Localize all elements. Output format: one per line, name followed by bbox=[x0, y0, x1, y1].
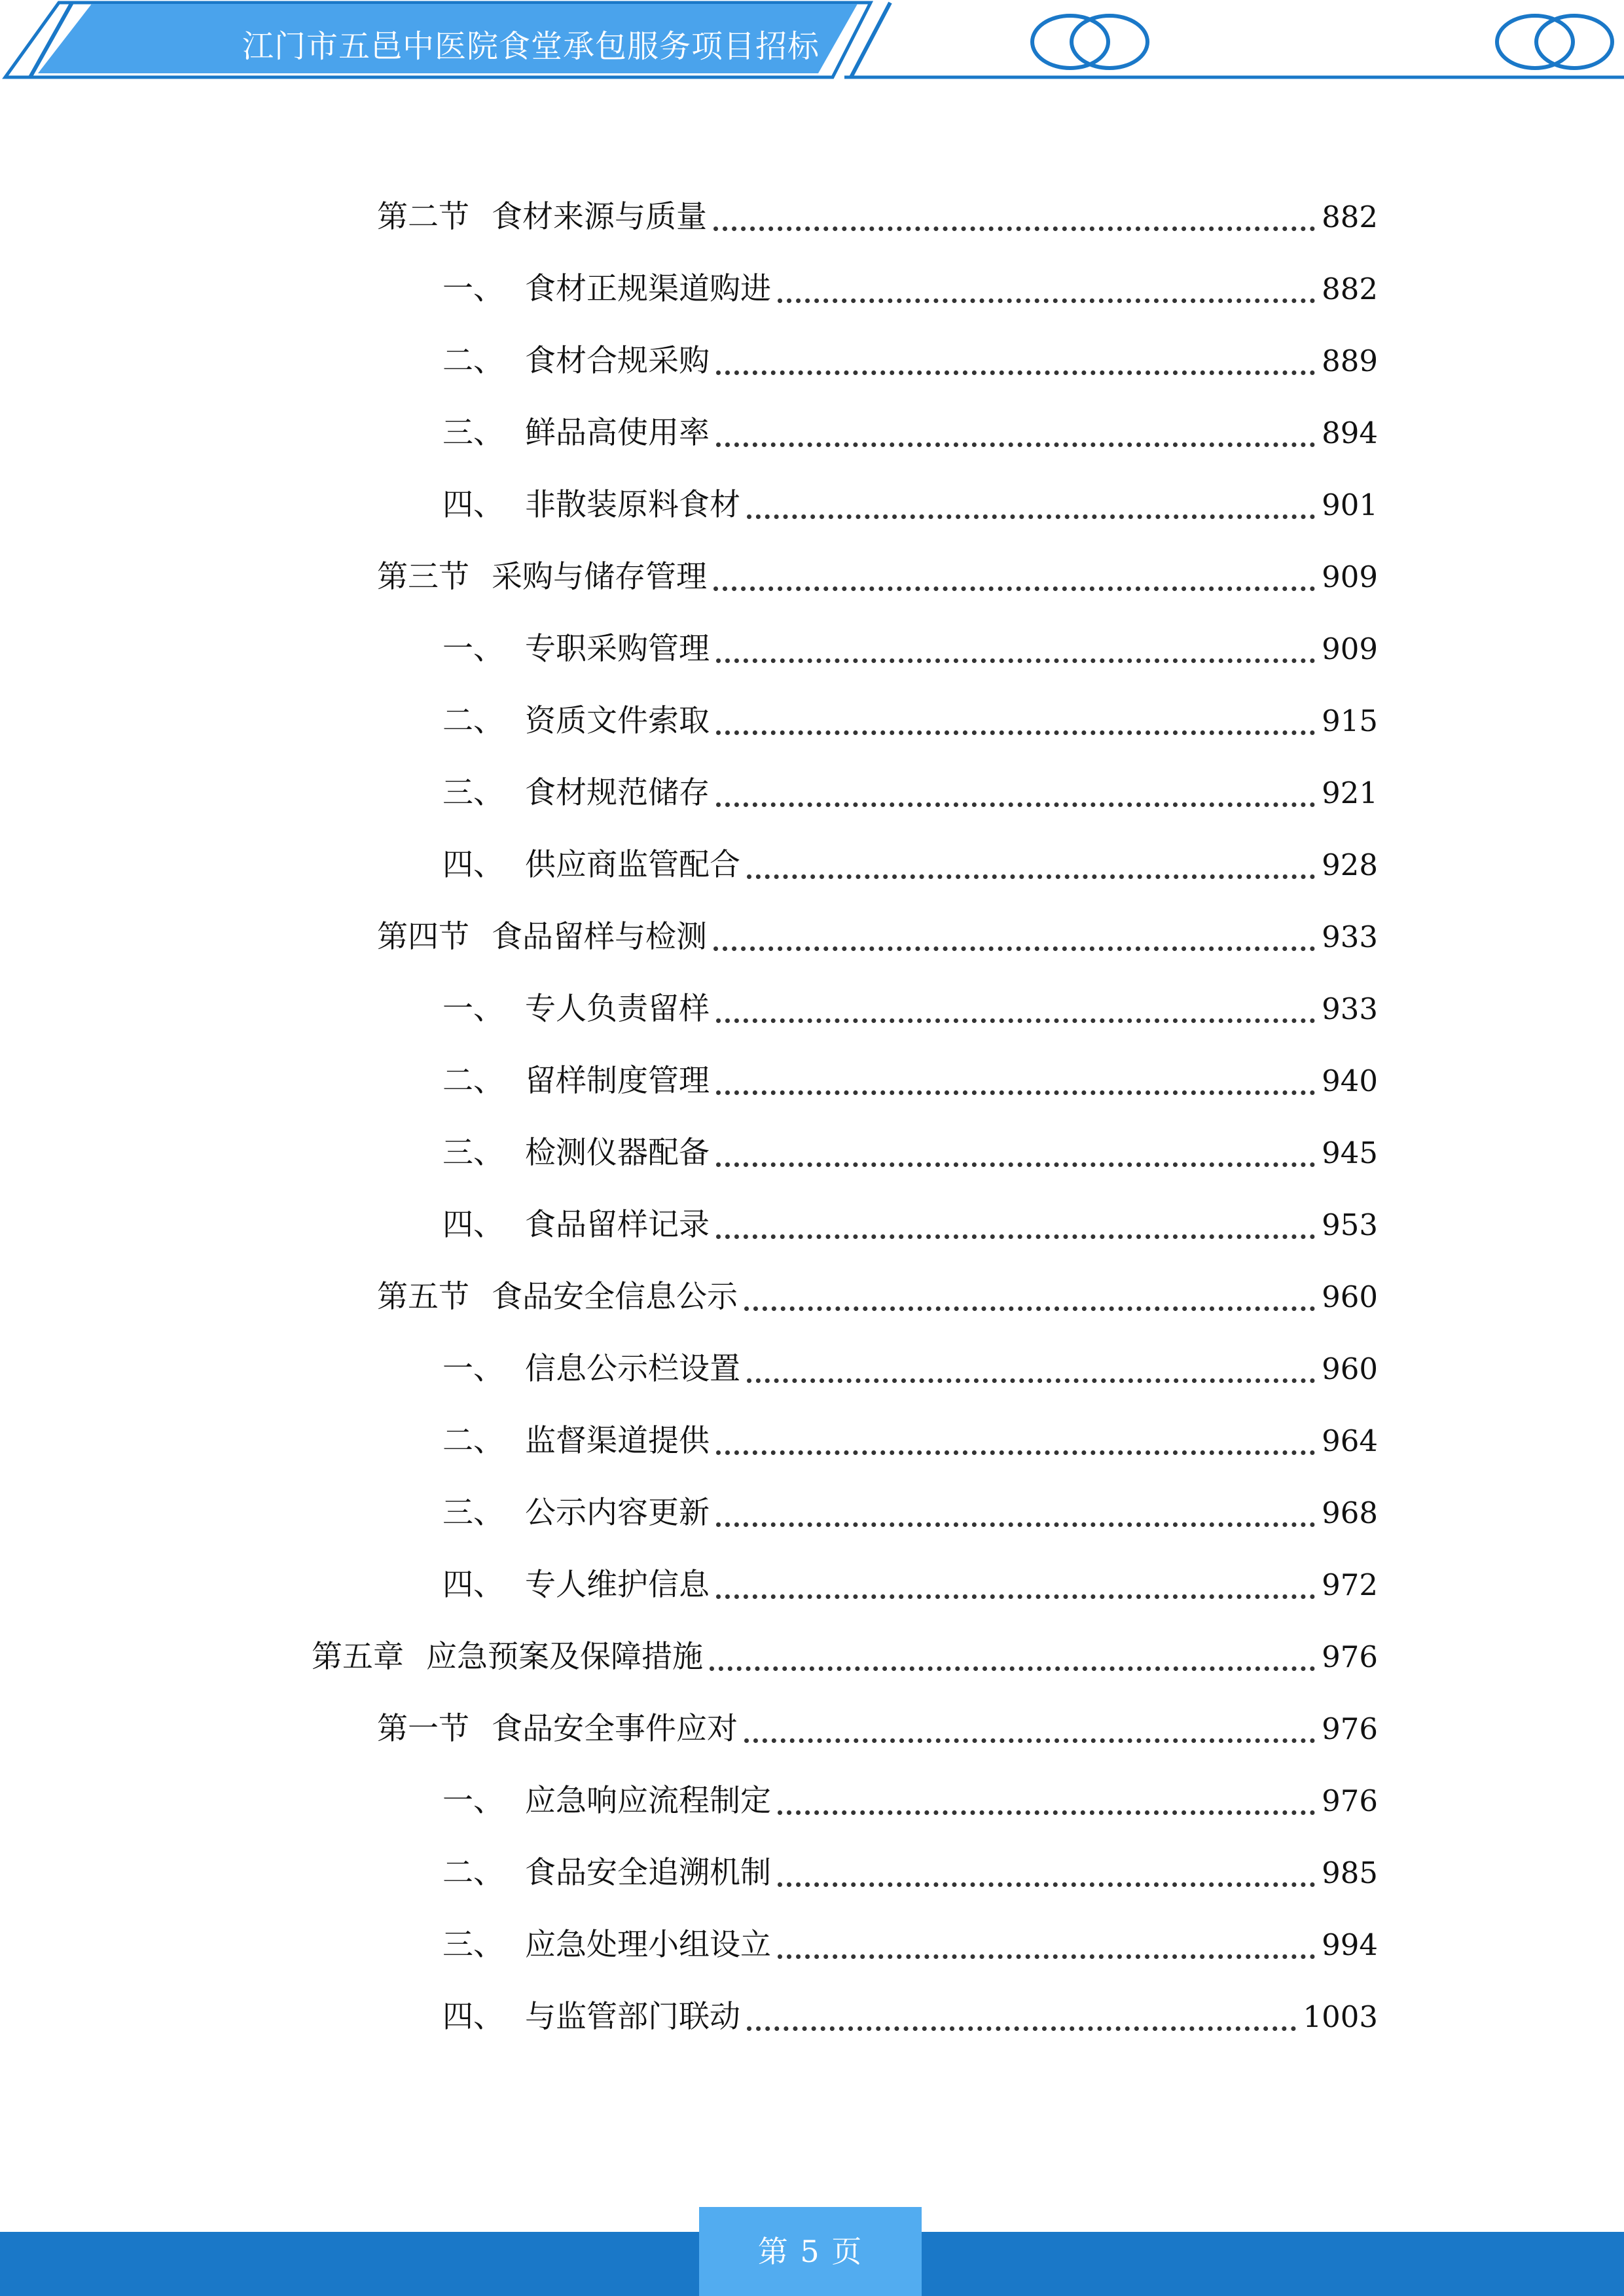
toc-entry-page: 976 bbox=[1322, 1640, 1378, 1674]
toc-entry-number: 三、 bbox=[442, 415, 504, 451]
toc-dot-leader bbox=[716, 1226, 1315, 1239]
toc-entry[interactable] bbox=[377, 194, 1378, 240]
toc-entry-title: 资质文件索取 bbox=[525, 703, 710, 739]
toc-entry[interactable] bbox=[442, 698, 1378, 744]
toc-entry-title: 食材规范储存 bbox=[525, 775, 710, 811]
toc-entry[interactable] bbox=[442, 770, 1378, 816]
toc-entry[interactable] bbox=[442, 1202, 1378, 1248]
toc-entry-page: 976 bbox=[1322, 1712, 1378, 1746]
toc-dot-leader bbox=[747, 866, 1315, 879]
toc-entry[interactable] bbox=[442, 1058, 1378, 1104]
toc-entry[interactable] bbox=[377, 914, 1378, 960]
toc-entry-number: 一、 bbox=[442, 1351, 504, 1387]
toc-entry-page: 960 bbox=[1322, 1352, 1378, 1386]
ring-emblem-left bbox=[1032, 16, 1147, 68]
toc-entry-page: 972 bbox=[1322, 1568, 1378, 1602]
toc-dot-leader bbox=[716, 722, 1315, 735]
toc-entry[interactable] bbox=[442, 1994, 1378, 2040]
header-title: 江门市五邑中医院食堂承包服务项目招标 bbox=[242, 28, 820, 65]
toc-dot-leader bbox=[716, 362, 1315, 375]
toc-entry[interactable] bbox=[442, 1130, 1378, 1176]
toc-entry-title: 食品安全事件应对 bbox=[492, 1711, 738, 1747]
toc-dot-leader bbox=[747, 2018, 1296, 2031]
toc-entry-number: 第五章 bbox=[312, 1639, 404, 1675]
toc-entry-number: 一、 bbox=[442, 991, 504, 1027]
toc-entry-title: 食材合规采购 bbox=[525, 343, 710, 379]
toc-entry[interactable] bbox=[442, 1778, 1378, 1824]
toc-entry[interactable] bbox=[442, 338, 1378, 384]
toc-entry-number: 四、 bbox=[442, 847, 504, 883]
toc-entry-number: 第一节 bbox=[377, 1711, 469, 1747]
toc-entry-title: 食品留样与检测 bbox=[492, 919, 707, 955]
toc-entry-number: 第五节 bbox=[377, 1279, 469, 1315]
toc-entry[interactable] bbox=[442, 1490, 1378, 1536]
toc-entry[interactable] bbox=[442, 410, 1378, 456]
toc-entry-page: 909 bbox=[1322, 560, 1378, 594]
toc-entry-number: 一、 bbox=[442, 1783, 504, 1819]
toc-dot-leader bbox=[716, 1514, 1315, 1527]
toc-entry-title: 非散装原料食材 bbox=[525, 487, 740, 523]
toc-entry-number: 第四节 bbox=[377, 919, 469, 955]
toc-entry-number: 三、 bbox=[442, 775, 504, 811]
toc-entry-page: 968 bbox=[1322, 1496, 1378, 1530]
toc-entry-number: 三、 bbox=[442, 1135, 504, 1171]
toc-entry-number: 三、 bbox=[442, 1927, 504, 1963]
toc-dot-leader bbox=[716, 434, 1315, 447]
toc-dot-leader bbox=[716, 1586, 1315, 1599]
toc-entry-number: 一、 bbox=[442, 271, 504, 307]
toc-dot-leader bbox=[778, 290, 1315, 303]
toc-entry-number: 四、 bbox=[442, 1207, 504, 1243]
toc-dot-leader bbox=[778, 1946, 1315, 1959]
toc-entry-title: 采购与储存管理 bbox=[492, 559, 707, 595]
toc-entry-title: 专人负责留样 bbox=[525, 991, 710, 1027]
ring-emblem-right bbox=[1497, 16, 1612, 68]
toc-entry-page: 945 bbox=[1322, 1136, 1378, 1170]
toc-entry[interactable] bbox=[377, 1706, 1378, 1752]
toc-entry-title: 鲜品高使用率 bbox=[525, 415, 710, 451]
toc-entry-page: 901 bbox=[1322, 488, 1378, 522]
toc-entry-title: 食品安全信息公示 bbox=[492, 1279, 738, 1315]
toc-entry[interactable] bbox=[442, 1850, 1378, 1896]
toc-entry-number: 三、 bbox=[442, 1495, 504, 1531]
toc-entry-title: 应急预案及保障措施 bbox=[426, 1639, 703, 1675]
toc-entry-number: 第三节 bbox=[377, 559, 469, 595]
toc-entry-page: 921 bbox=[1322, 776, 1378, 810]
toc-entry-page: 953 bbox=[1322, 1208, 1378, 1242]
toc-dot-leader bbox=[778, 1802, 1315, 1815]
toc-entry-title: 信息公示栏设置 bbox=[525, 1351, 740, 1387]
toc-entry-number: 四、 bbox=[442, 1567, 504, 1603]
toc-entry-page: 933 bbox=[1322, 992, 1378, 1026]
toc-entry-number: 第二节 bbox=[377, 199, 469, 235]
toc-dot-leader bbox=[713, 218, 1315, 231]
toc-entry[interactable] bbox=[377, 554, 1378, 600]
toc-entry-page: 985 bbox=[1322, 1856, 1378, 1890]
toc-entry-title: 食材正规渠道购进 bbox=[525, 271, 771, 307]
toc-dot-leader bbox=[716, 1082, 1315, 1095]
toc-entry-number: 二、 bbox=[442, 1423, 504, 1459]
toc-entry-page: 915 bbox=[1322, 704, 1378, 738]
toc-entry-page: 994 bbox=[1322, 1928, 1378, 1962]
toc-dot-leader bbox=[778, 1874, 1315, 1887]
toc-entry-page: 1003 bbox=[1303, 2000, 1378, 2034]
toc-entry-page: 882 bbox=[1322, 200, 1378, 234]
toc-entry-page: 964 bbox=[1322, 1424, 1378, 1458]
toc-entry-number: 四、 bbox=[442, 1999, 504, 2035]
toc-entry-number: 四、 bbox=[442, 487, 504, 523]
toc-entry-page: 909 bbox=[1322, 632, 1378, 666]
toc-dot-leader bbox=[747, 506, 1315, 519]
toc-dot-leader bbox=[713, 938, 1315, 951]
toc-entry[interactable] bbox=[442, 1922, 1378, 1968]
toc-entry[interactable] bbox=[312, 1634, 1378, 1680]
toc-entry-number: 一、 bbox=[442, 631, 504, 667]
toc-entry-title: 应急处理小组设立 bbox=[525, 1927, 771, 1963]
page-number-label: 第 5 页 bbox=[699, 2207, 922, 2296]
toc-entry-number: 二、 bbox=[442, 343, 504, 379]
toc-entry-title: 供应商监管配合 bbox=[525, 847, 740, 883]
toc-entry-title: 留样制度管理 bbox=[525, 1063, 710, 1099]
toc-dot-leader bbox=[716, 794, 1315, 807]
toc-dot-leader bbox=[747, 1370, 1315, 1383]
toc-entry[interactable] bbox=[442, 986, 1378, 1032]
toc-entry-page: 933 bbox=[1322, 920, 1378, 954]
toc-entry-page: 882 bbox=[1322, 272, 1378, 306]
toc-entry-number: 二、 bbox=[442, 703, 504, 739]
toc-entry-title: 公示内容更新 bbox=[525, 1495, 710, 1531]
toc-dot-leader bbox=[713, 578, 1315, 591]
toc-entry-page: 960 bbox=[1322, 1280, 1378, 1314]
toc-entry-title: 与监管部门联动 bbox=[525, 1999, 740, 2035]
toc-entry-title: 食材来源与质量 bbox=[492, 199, 707, 235]
toc-entry-number: 二、 bbox=[442, 1063, 504, 1099]
toc-entry-page: 976 bbox=[1322, 1784, 1378, 1818]
page-header bbox=[0, 0, 1624, 85]
toc-dot-leader bbox=[744, 1730, 1315, 1743]
toc-entry-title: 专人维护信息 bbox=[525, 1567, 710, 1603]
toc-entry[interactable] bbox=[442, 626, 1378, 672]
toc-entry[interactable] bbox=[442, 1346, 1378, 1392]
header-accent-stroke-2 bbox=[851, 3, 890, 77]
toc-entry-title: 专职采购管理 bbox=[525, 631, 710, 667]
toc-entry-number: 二、 bbox=[442, 1855, 504, 1891]
toc-entry[interactable] bbox=[442, 1418, 1378, 1464]
toc-entry[interactable] bbox=[442, 482, 1378, 528]
toc-entry-page: 894 bbox=[1322, 416, 1378, 450]
toc-entry[interactable] bbox=[442, 1562, 1378, 1608]
toc-dot-leader bbox=[716, 650, 1315, 663]
toc-entry-title: 食品留样记录 bbox=[525, 1207, 710, 1243]
toc-entry[interactable] bbox=[442, 842, 1378, 888]
toc-dot-leader bbox=[716, 1154, 1315, 1167]
toc-dot-leader bbox=[716, 1442, 1315, 1455]
toc-entry-page: 928 bbox=[1322, 848, 1378, 882]
toc-entry-title: 监督渠道提供 bbox=[525, 1423, 710, 1459]
toc-entry-page: 889 bbox=[1322, 344, 1378, 378]
toc-entry-title: 检测仪器配备 bbox=[525, 1135, 710, 1171]
toc-entry-title: 应急响应流程制定 bbox=[525, 1783, 771, 1819]
toc-entry-title: 食品安全追溯机制 bbox=[525, 1855, 771, 1891]
toc-entry[interactable] bbox=[377, 1274, 1378, 1320]
toc-entry-page: 940 bbox=[1322, 1064, 1378, 1098]
toc-dot-leader bbox=[710, 1658, 1315, 1671]
toc-entry[interactable] bbox=[442, 266, 1378, 312]
toc-dot-leader bbox=[744, 1298, 1315, 1311]
toc-dot-leader bbox=[716, 1010, 1315, 1023]
